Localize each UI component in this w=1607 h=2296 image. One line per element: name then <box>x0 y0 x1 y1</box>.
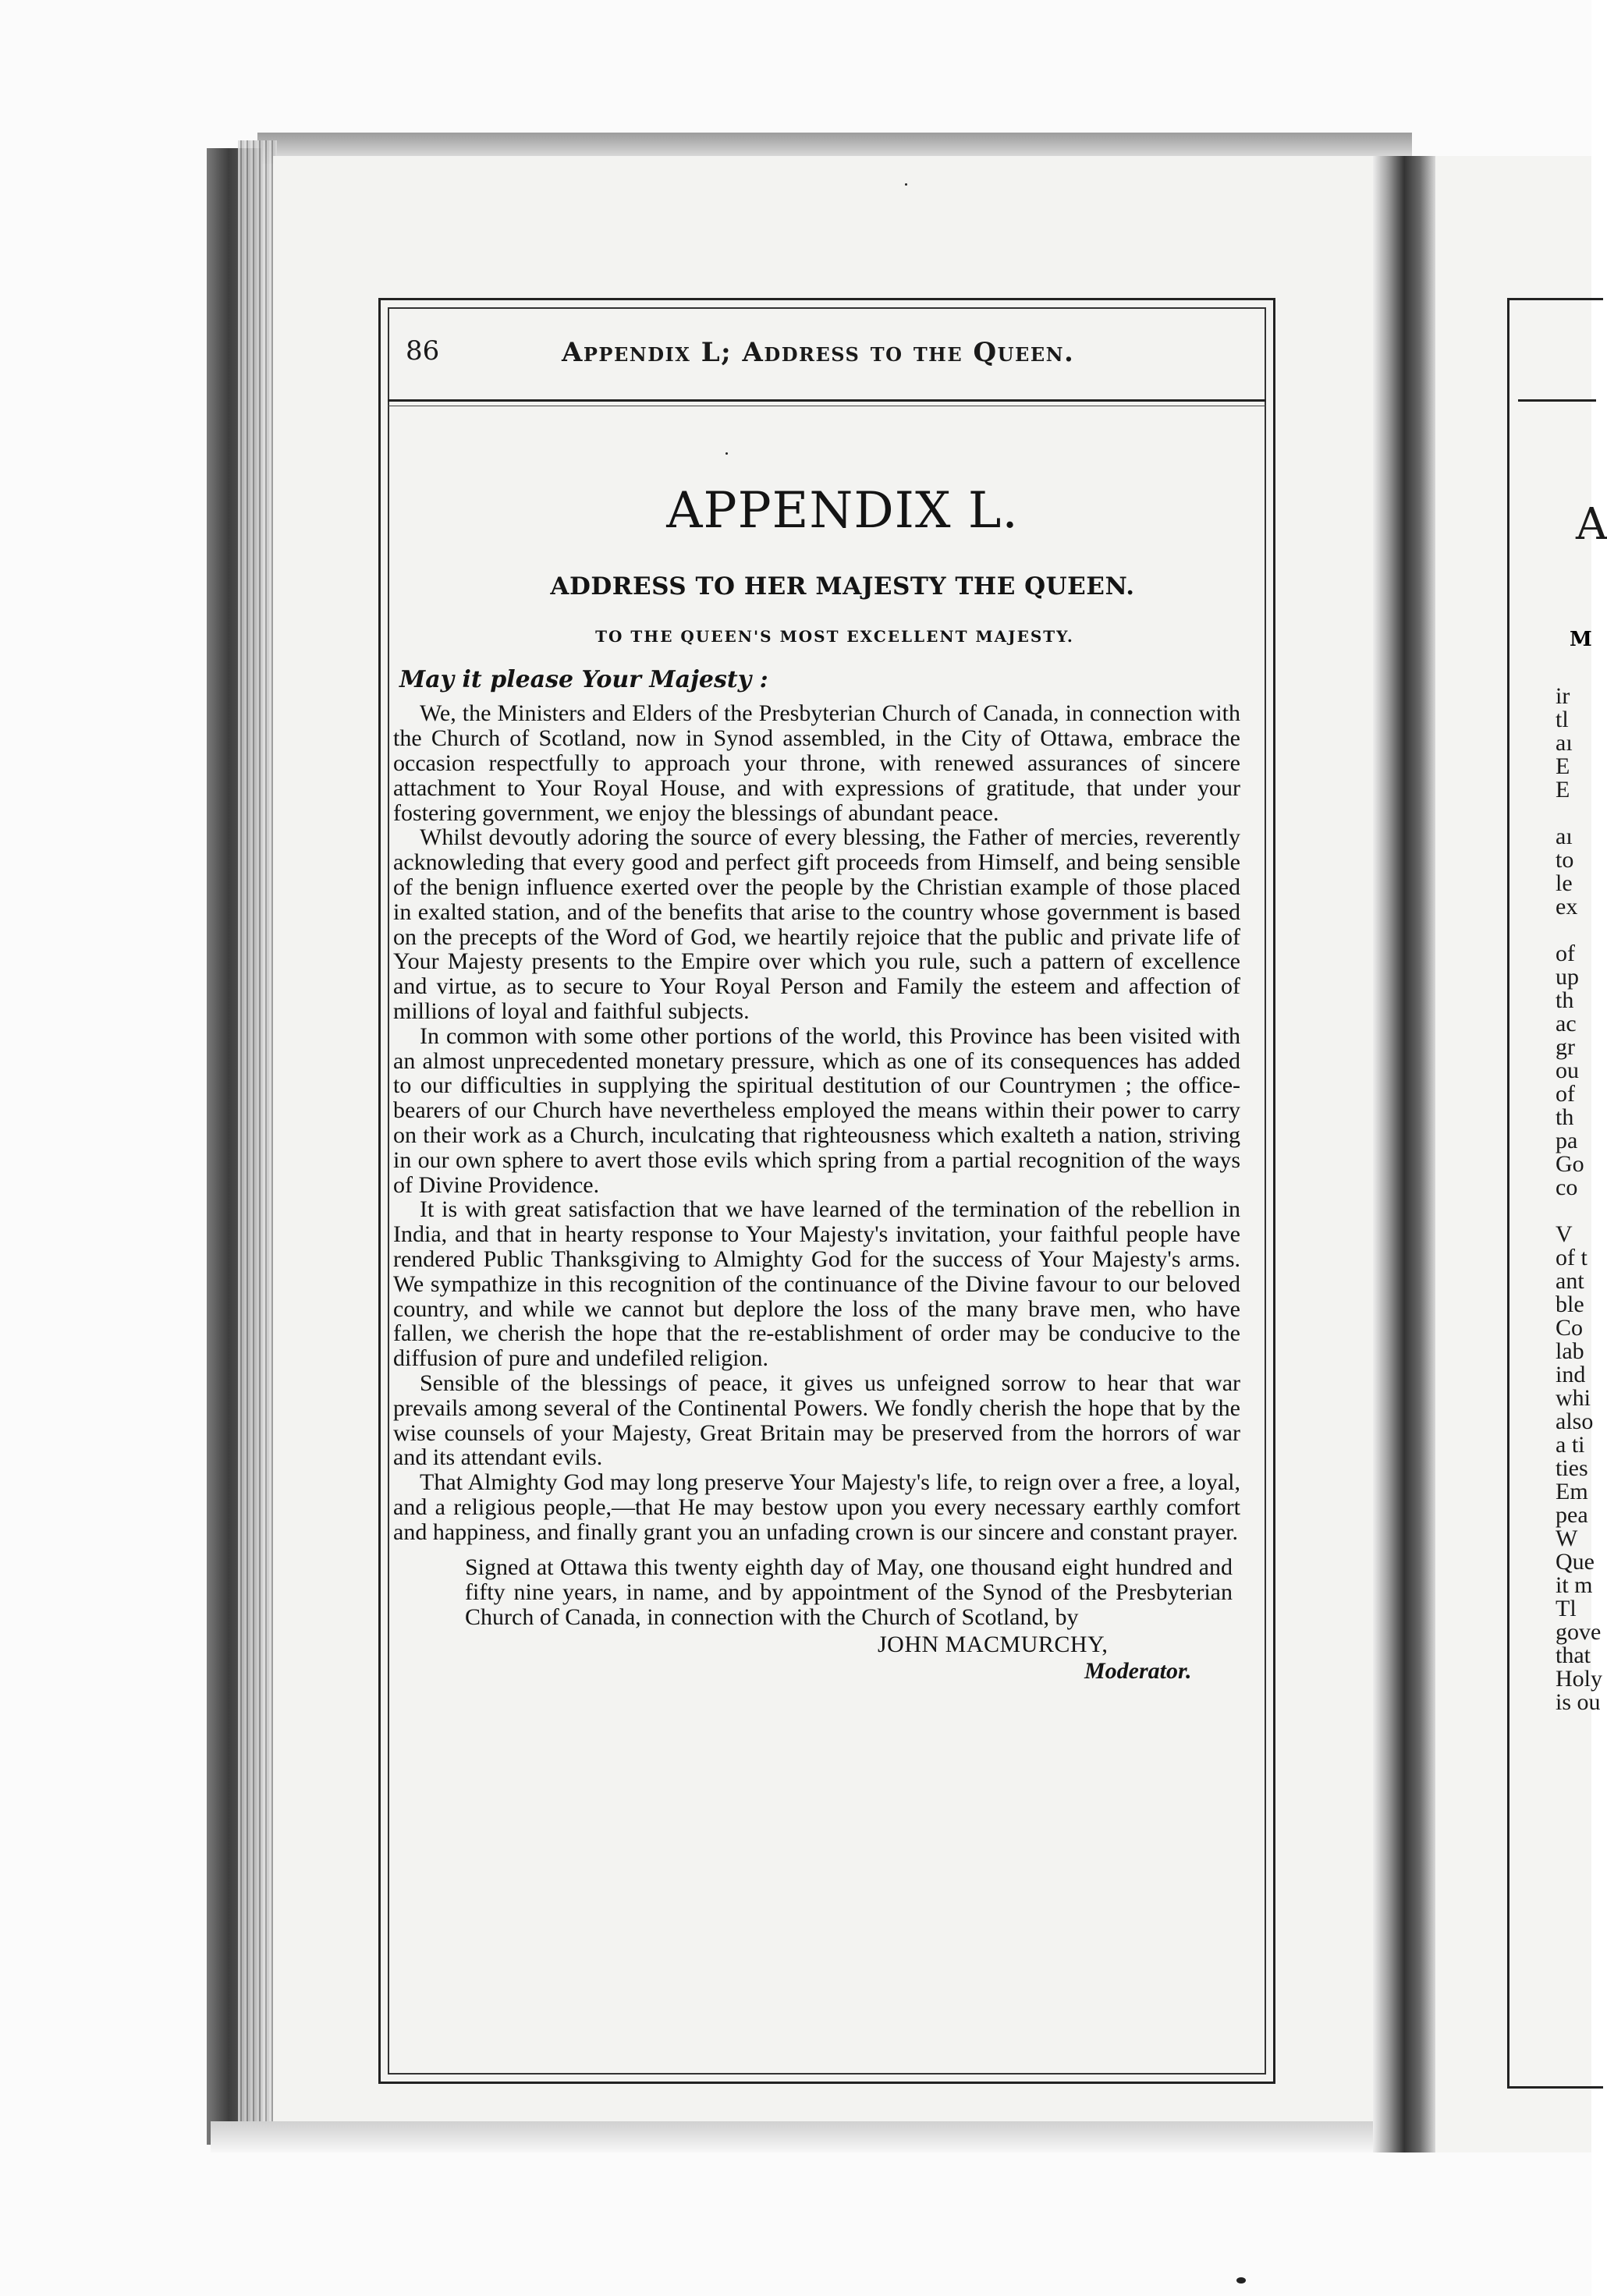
facing-page-line-fragment: is ou <box>1556 1689 1601 1715</box>
page-number: 86 <box>406 335 440 367</box>
facing-page-line-fragment: Go <box>1556 1151 1584 1177</box>
paragraph-6: That Almighty God may long preserve Your Majesty's life, to reign over a free, a loyal, and a religious people,—that He may bestow upon you every necessary earthly comfort and happiness, and finally grant you an unfading crown is our sincere and constant prayer. <box>393 1469 1240 1545</box>
facing-page-line-fragment: ir <box>1556 683 1570 709</box>
facing-page-line-fragment: tl <box>1556 707 1569 732</box>
facing-page-line-fragment: ties <box>1556 1455 1588 1481</box>
facing-page-salutation-fragment: M <box>1570 628 1592 651</box>
facing-page-line-fragment: E <box>1556 753 1570 779</box>
facing-page-line-fragment: ex <box>1556 894 1578 919</box>
facing-page-line-fragment <box>1556 1199 1602 1223</box>
bottom-shadow <box>211 2121 1428 2152</box>
facing-page-line-fragment: Tl <box>1556 1596 1577 1621</box>
paragraph-3: In common with some other portions of the world, this Province has been visited with an almost unprecedented monetary pressure, which as one of its consequences has added to our difficulties in supplying the spiritual destitution of our Countrymen ; the office-bearers of our Church have nevertheless employed the means within their power to carry on their work as a Church, inculcating that righteousness which exalteth a nation, striving in our own sphere to avert those evils which spring from a partial recognition of the ways of Divine Providence. <box>393 1022 1240 1198</box>
paragraph-2: Whilst devoutly adoring the source of every blessing, the Father of mercies, reverently acknowleding that every good and perfect gift proceeds from Himself, and being sensible of the benign influence exerted over the people by the Christian example of those placed in exalted station, and of the benefits that arise to the country whose government is based on the precepts of the Word of God, we heartily rejoice that the public and private life of Your Majesty presents to the Empire over which you rule, such a pattern of excellence and virtue, as to secure to Your Royal Person and Family the esteem and affection of millions of loyal and faithful subjects. <box>393 824 1240 1024</box>
paragraph-1: We, the Ministers and Elders of the Presbyterian Church of Canada, in connection with the Church of Scotland, now in Synod assembled, in the City of Ottawa, embrace the occasion respectfully to approach your throne, with renewed assurances of sincere attachment to Your Royal House, and with expressions of gratitude, that under your fostering government, we enjoy the blessings of abundant peace. <box>393 700 1240 826</box>
facing-page-header-rule <box>1518 399 1596 402</box>
facing-page-title-fragment: A <box>1576 499 1607 550</box>
facing-page-line-fragment: th <box>1556 1104 1574 1130</box>
facing-page-line-fragment: gr <box>1556 1034 1575 1060</box>
facing-page-line-fragment: aı <box>1556 824 1573 849</box>
facing-page-line-fragment: pea <box>1556 1502 1588 1528</box>
facing-page-line-fragment <box>1556 802 1602 825</box>
facing-page-line-fragment: whi <box>1556 1385 1591 1411</box>
facing-page-line-fragment: of <box>1556 1081 1575 1107</box>
dust-speck <box>725 452 728 455</box>
facing-page-line-fragment: up <box>1556 964 1579 990</box>
book-spine <box>1373 156 1435 2152</box>
appendix-title: APPENDIX L. <box>666 482 1019 540</box>
facing-page-line-fragment: th <box>1556 987 1574 1013</box>
facing-page-line-fragment: also <box>1556 1408 1594 1434</box>
paragraph-5: Sensible of the blessings of peace, it gives us unfeigned sorrow to hear that war prevails among several of the Continental Powers. We fondly cherish the hope that by the wise counsels of your Majesty, Great Britain may be preserved from the horrors of war and its attendant evils. <box>393 1369 1240 1471</box>
salutation: May it please Your Majesty : <box>399 666 768 694</box>
running-head: Appendix L; Address to the Queen. <box>562 337 1075 368</box>
facing-page-line-fragment: pa <box>1556 1128 1578 1153</box>
facing-page-line-fragment: le <box>1556 870 1573 896</box>
dedication-line: TO THE QUEEN'S MOST EXCELLENT MAJESTY. <box>595 627 1074 647</box>
facing-page-line-fragment: E <box>1556 777 1570 803</box>
facing-page-line-fragment: Holy <box>1556 1666 1602 1692</box>
facing-page-line-fragment: lab <box>1556 1338 1584 1364</box>
facing-page-line-fragment: aı <box>1556 730 1573 756</box>
signature-statement: Signed at Ottawa this twenty eighth day of May, one thousand eight hundred and fifty nine years, in name, and by appointment of the Synod of the Presbyterian Church of Canada, in connection with the Church of Scotland, by <box>465 1554 1233 1631</box>
signer-role: Moderator. <box>1084 1657 1192 1684</box>
facing-page-line-fragment: Co <box>1556 1315 1584 1341</box>
dust-speck <box>905 183 907 186</box>
facing-page-line-fragment: ant <box>1556 1268 1584 1294</box>
header-rule <box>388 399 1266 402</box>
page-stack-edges <box>238 140 277 2137</box>
paragraph-4: It is with great satisfaction that we have learned of the termination of the rebellion in India, and that in hearty response to Your Majesty's invitation, your faithful people have rendered Public Thanksgiving to Almighty God for the success of Your Majesty's arms. We sympathize in this recognition of the continuance of the Divine favour to our beloved country, and while we cannot but deplore the loss of the many brave men, who have fallen, we cherish the hope that the re-establishment of order may be conducive to the diffusion of pure and undefiled religion. <box>393 1196 1240 1372</box>
facing-page-line-fragment: V <box>1556 1221 1573 1247</box>
signer-name: JOHN MACMURCHY, <box>878 1631 1109 1657</box>
facing-page-line-fragment: to <box>1556 847 1574 873</box>
facing-page-line-fragment: of t <box>1556 1245 1587 1270</box>
page-content <box>390 484 1248 1685</box>
facing-page-line-fragment: W <box>1556 1525 1578 1551</box>
facing-page-line-fragment: a ti <box>1556 1432 1585 1458</box>
facing-page-line-fragment: Em <box>1556 1479 1588 1504</box>
facing-page-line-fragment: that <box>1556 1642 1591 1668</box>
facing-page-line-fragment: ble <box>1556 1292 1584 1317</box>
facing-page-line-fragment: it m <box>1556 1572 1593 1598</box>
dust-speck <box>1236 2277 1246 2284</box>
facing-page-line-fragment: ind <box>1556 1362 1586 1387</box>
address-subtitle: ADDRESS TO HER MAJESTY THE QUEEN. <box>550 572 1135 601</box>
facing-page-line-fragment: co <box>1556 1175 1578 1200</box>
facing-page-line-fragment: ou <box>1556 1058 1579 1083</box>
facing-page-line-fragment: of <box>1556 941 1575 966</box>
facing-page-line-fragment: ac <box>1556 1011 1577 1036</box>
facing-page-line-fragment: gove <box>1556 1619 1602 1645</box>
facing-page-line-fragment <box>1556 919 1602 942</box>
facing-page-text-fragments <box>1556 685 1602 1714</box>
facing-page-line-fragment: Que <box>1556 1549 1595 1575</box>
